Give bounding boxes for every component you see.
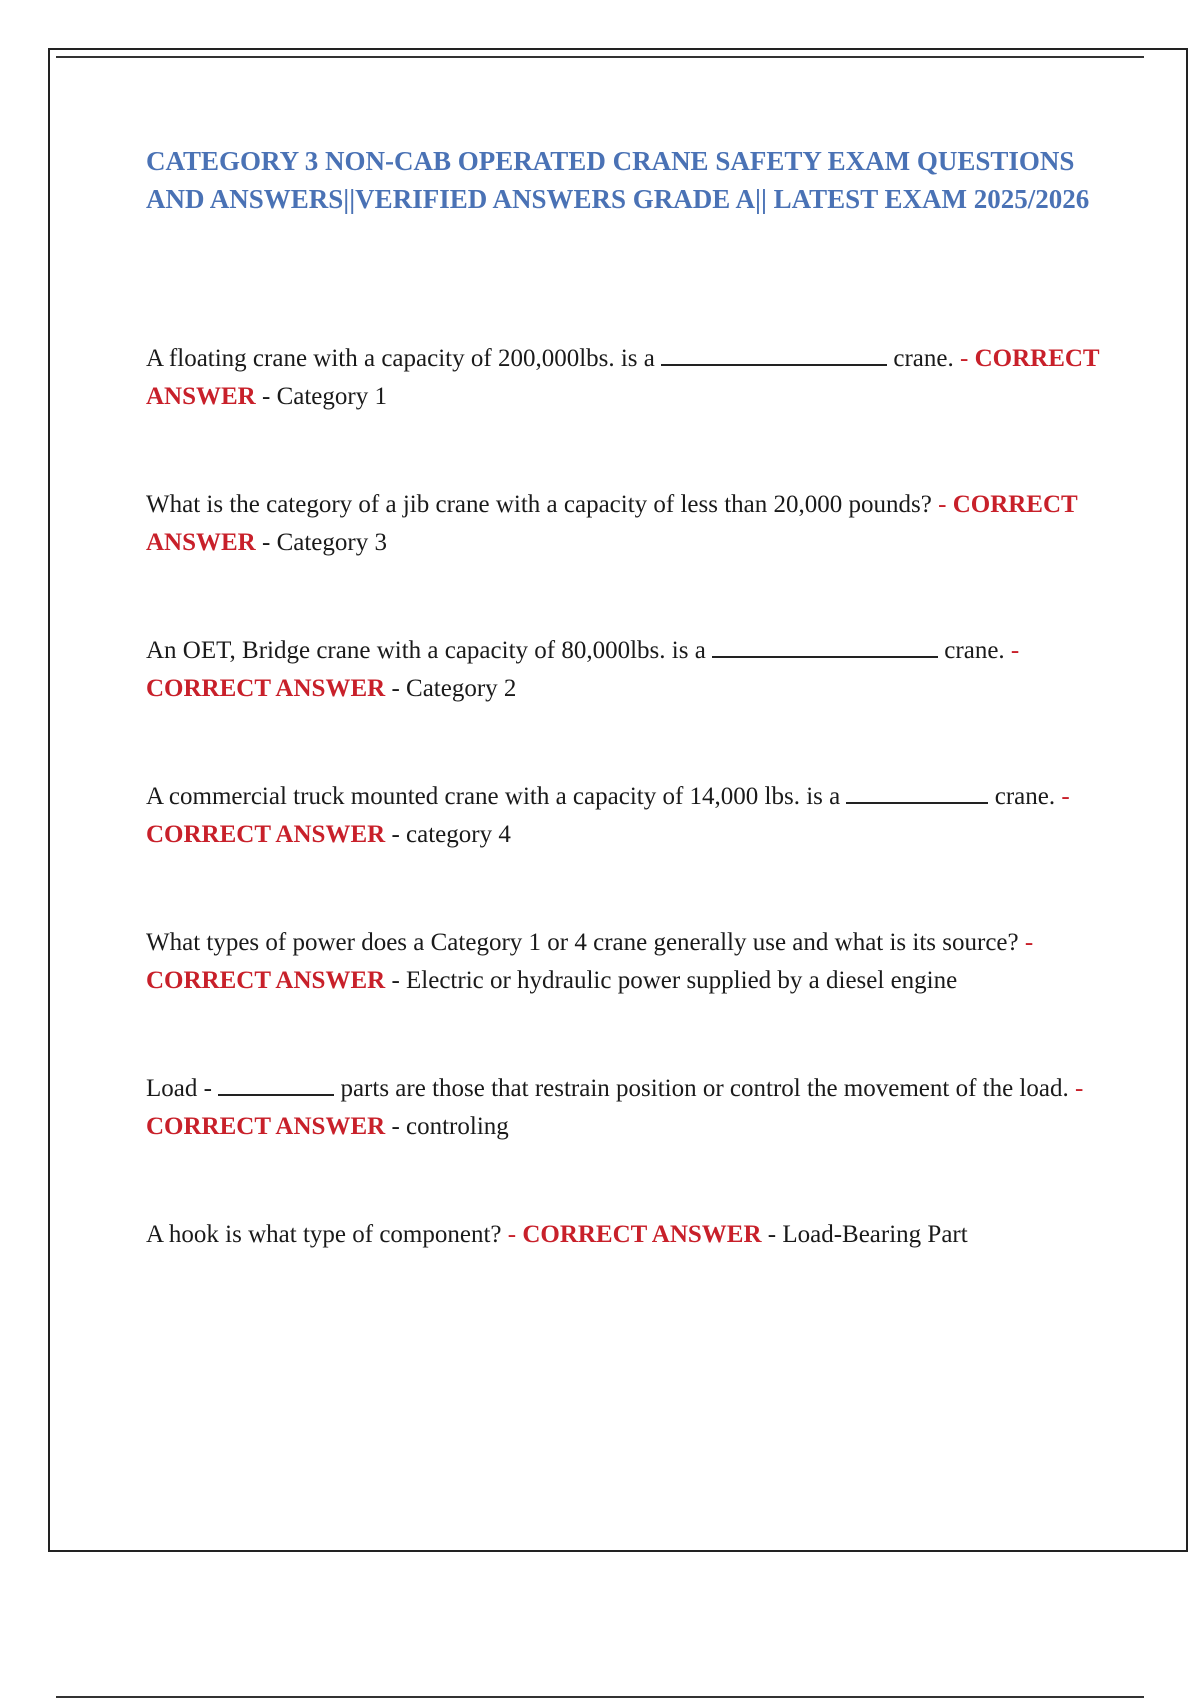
question-text: Load -	[146, 1075, 212, 1102]
qa-item-7	[146, 1216, 1106, 1254]
separator: -	[1010, 637, 1020, 664]
qa-item-2	[146, 486, 1106, 562]
correct-answer-label: CORRECT ANSWER	[522, 1221, 762, 1248]
question-text-end: parts are those that restrain position or control the movement of the load.	[340, 1075, 1069, 1102]
answer-blank	[218, 1070, 334, 1096]
separator: -	[938, 491, 947, 518]
answer-text: - Category 3	[262, 529, 387, 556]
correct-answer-label: CORRECT ANSWER	[146, 675, 386, 702]
qa-item-3	[146, 632, 1106, 708]
document-title: CATEGORY 3 NON-CAB OPERATED CRANE SAFETY EXAM QUESTIONS AND ANSWERS||VERIFIED ANSWERS GRADE A|| LATEST EXAM 2025/2026	[146, 146, 1090, 214]
question-text: A floating crane with a capacity of 200,000lbs. is a	[146, 345, 655, 372]
answer-text: - Category 1	[262, 383, 387, 410]
answer-text: - Electric or hydraulic power supplied by a diesel engine	[391, 967, 958, 994]
separator: -	[1061, 783, 1070, 810]
separator: -	[960, 345, 969, 372]
qa-item-1	[146, 340, 1106, 416]
answer-text: - controling	[391, 1113, 509, 1140]
qa-item-5	[146, 924, 1106, 1000]
answer-text: - category 4	[391, 821, 511, 848]
document-content	[146, 142, 1106, 1254]
question-text: What types of power does a Category 1 or 4 crane generally use and what is its source?	[146, 929, 1019, 956]
separator: -	[1024, 929, 1034, 956]
answer-text: - Category 2	[391, 675, 517, 702]
correct-answer-label: CORRECT ANSWER	[146, 967, 386, 994]
separator: -	[507, 1221, 517, 1248]
question-text-end: crane.	[893, 345, 954, 372]
answer-blank	[846, 778, 988, 804]
question-text: A hook is what type of component?	[146, 1221, 502, 1248]
correct-answer-label: CORRECT ANSWER	[146, 345, 1100, 410]
qa-item-6	[146, 1070, 1106, 1146]
answer-blank	[661, 340, 887, 366]
bottom-rule	[56, 1696, 1144, 1698]
question-text: What is the category of a jib crane with a capacity of less than 20,000 pounds?	[146, 491, 932, 518]
answer-blank	[712, 632, 938, 658]
question-text: A commercial truck mounted crane with a capacity of 14,000 lbs. is a	[146, 783, 841, 810]
qa-list	[146, 340, 1106, 1254]
answer-text: - Load-Bearing Part	[767, 1221, 968, 1248]
question-text-end: crane.	[994, 783, 1056, 810]
top-rule	[56, 56, 1144, 58]
qa-item-4	[146, 778, 1106, 854]
correct-answer-label: CORRECT ANSWER	[146, 821, 386, 848]
correct-answer-label: CORRECT ANSWER	[146, 491, 1078, 556]
question-text-end: crane.	[944, 637, 1005, 664]
question-text: An OET, Bridge crane with a capacity of 80,000lbs. is a	[146, 637, 706, 664]
correct-answer-label: CORRECT ANSWER	[146, 1113, 386, 1140]
separator: -	[1074, 1075, 1084, 1102]
